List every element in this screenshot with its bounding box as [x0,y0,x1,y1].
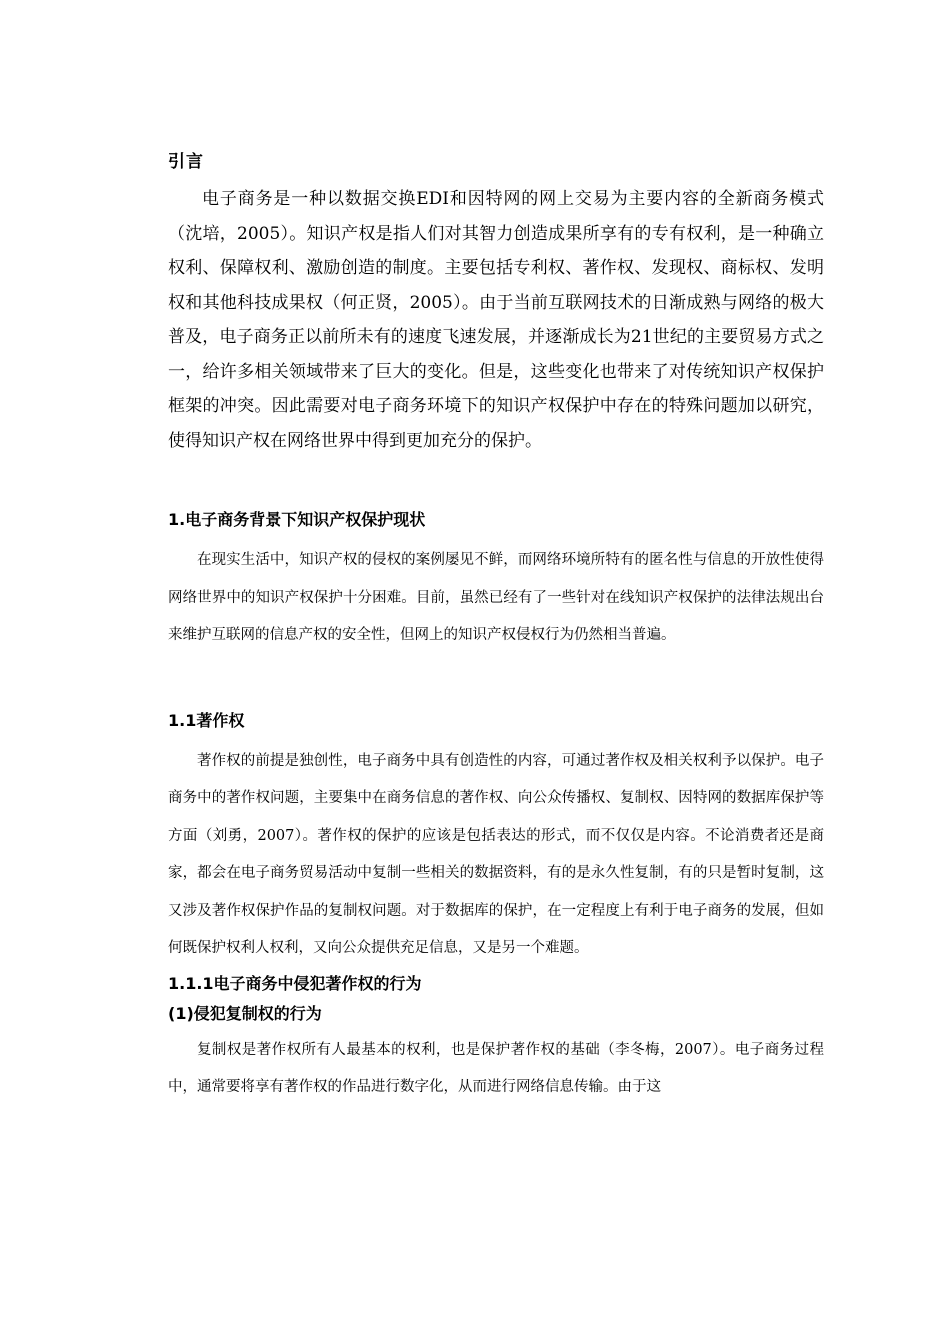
section-1-1-paragraph: 著作权的前提是独创性，电子商务中具有创造性的内容，可通过著作权及相关权利予以保护。电子商务中的著作权问题，主要集中在商务信息的著作权、向公众传播权、复制权、因特网的数据库保护等方面（刘勇，2007）。著作权的保护的应该是包括表达的形式，而不仅仅是内容。不论消费者还是商家，都会在电子商务贸易活动中复制一些相关的数据资料，有的是永久性复制，有的只是暂时复制，这又涉及著作权保护作品的复制权问题。对于数据库的保护，在一定程度上有利于电子商务的发展，但如何既保护权利人权利，又向公众提供充足信息，又是另一个难题。 [168,752,824,956]
document-body [168,148,824,1107]
intro-paragraph: 电子商务是一种以数据交换EDI和因特网的网上交易为主要内容的全新商务模式（沈培，2005）。知识产权是指人们对其智力创造成果所享有的专有权利，是一种确立权利、保障权利、激励创造的制度。主要包括专利权、著作权、发现权、商标权、发明权和其他科技成果权（何正贤，2005）。由于当前互联网技术的日渐成熟与网络的极大普及，电子商务正以前所未有的速度飞速发展，并逐渐成长为21世纪的主要贸易方式之一，给许多相关领域带来了巨大的变化。但是，这些变化也带来了对传统知识产权保护框架的冲突。因此需要对电子商务环境下的知识产权保护中存在的特殊问题加以研究，使得知识产权在网络世界中得到更加充分的保护。 [168,189,824,451]
section-1-1-1-heading: 1.1.1电子商务中侵犯著作权的行为 [168,973,422,993]
item-1-paragraph: 复制权是著作权所有人最基本的权利，也是保护著作权的基础（李冬梅，2007）。电子商务过程中，通常要将享有著作权的作品进行数字化，从而进行网络信息传输。由于这 [168,1041,824,1095]
item-1-heading: (1)侵犯复制权的行为 [168,1003,322,1023]
section-1-heading: 1.电子商务背景下知识产权保护现状 [168,510,426,529]
section-1-paragraph: 在现实生活中，知识产权的侵权的案例屡见不鲜，而网络环境所特有的匿名性与信息的开放性使得网络世界中的知识产权保护十分困难。目前，虽然已经有了一些针对在线知识产权保护的法律法规出台来维护互联网的信息产权的安全性，但网上的知识产权侵权行为仍然相当普遍。 [168,552,824,643]
section-1-1-heading: 1.1著作权 [168,710,245,730]
intro-heading: 引言 [168,152,204,172]
